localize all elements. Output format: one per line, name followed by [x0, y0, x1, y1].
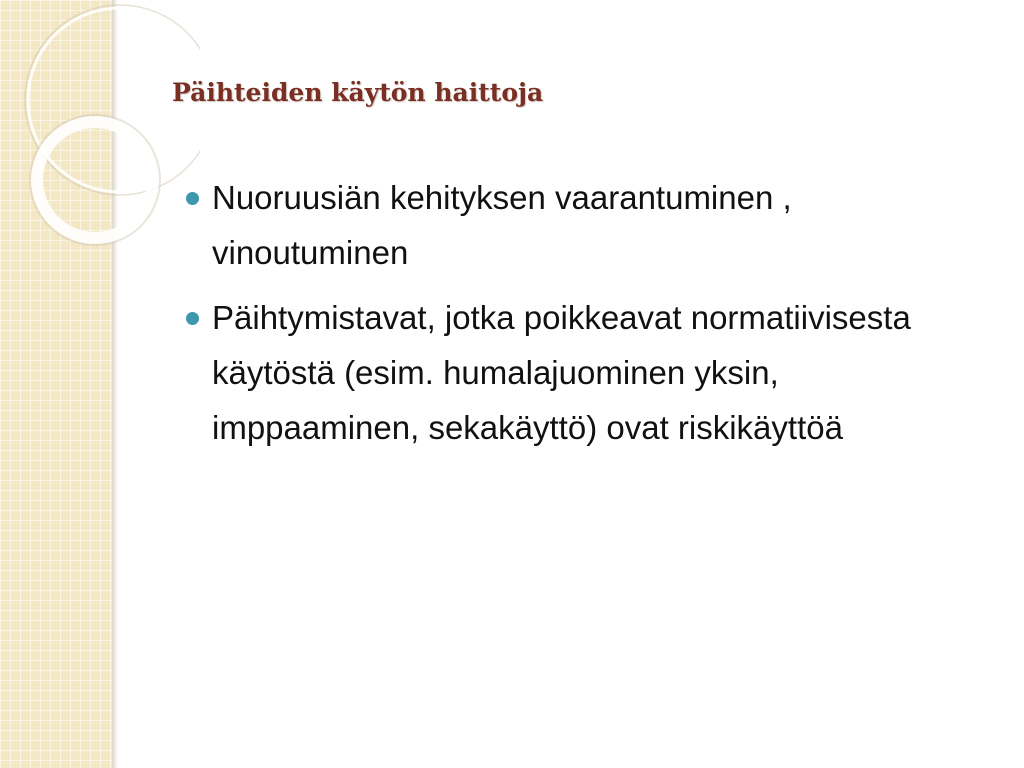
bullet-dot-icon	[186, 192, 199, 205]
bullet-item	[186, 170, 976, 280]
bullet-list	[186, 170, 976, 465]
bullet-dot-icon	[186, 312, 199, 325]
bullet-text: Nuoruusiän kehityksen vaarantuminen , vinoutuminen	[212, 179, 792, 271]
bullet-text: Päihtymistavat, jotka poikkeavat normatiivisesta käytöstä (esim. humalajuominen yksin, imppaaminen, sekakäyttö) ovat riskikäyttöä	[212, 299, 911, 446]
slide-title: Päihteiden käytön haittoja	[172, 78, 544, 107]
decorative-rings-icon	[0, 0, 200, 280]
bullet-item	[186, 290, 976, 455]
